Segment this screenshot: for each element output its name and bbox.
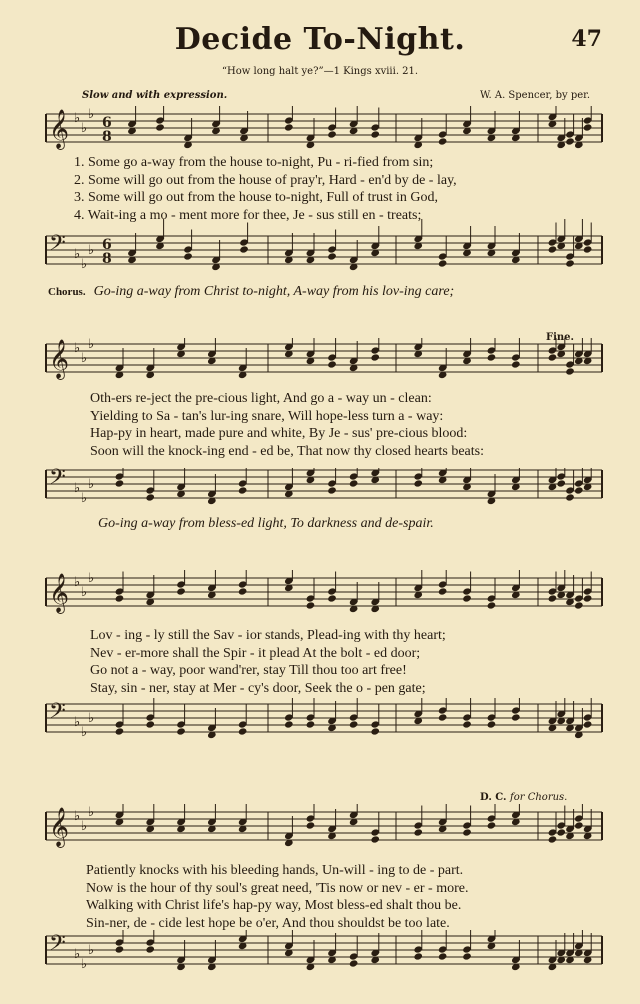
flat-icon: ♭ xyxy=(74,481,81,496)
bass-staff xyxy=(0,698,640,750)
note-head xyxy=(487,821,497,829)
flat-icon: ♭ xyxy=(88,805,95,820)
note-head xyxy=(438,587,448,595)
treble-staff xyxy=(0,338,640,390)
note-head xyxy=(327,360,337,368)
treble-clef-icon: 𝄞 xyxy=(49,807,70,847)
treble-clef-icon: 𝄞 xyxy=(49,573,70,613)
dc-for-label: for Chorus. xyxy=(510,792,568,803)
flat-icon: ♭ xyxy=(74,809,81,824)
note-head xyxy=(462,720,472,728)
hymn-title: Decide To-Night. xyxy=(174,22,466,57)
music-system-1 xyxy=(0,106,640,296)
bass-clef-icon: 𝄢 xyxy=(49,468,66,495)
bass-staff xyxy=(0,106,640,282)
flat-icon: ♭ xyxy=(88,107,95,122)
note-head xyxy=(413,952,423,960)
note-head xyxy=(306,720,316,728)
note-head xyxy=(583,245,593,253)
lyric-line: Go not a - way, poor wand'rer, stay Till thou too art free! xyxy=(90,663,407,678)
flat-icon: ♭ xyxy=(81,585,88,600)
note-head xyxy=(145,945,155,953)
lyric-line: Now is the hour of thy soul's great need, 'Tis now or nev - er - more. xyxy=(86,880,469,896)
note-head xyxy=(115,479,125,487)
note-head xyxy=(238,486,248,494)
note-head xyxy=(574,601,584,609)
chorus-text: Go-ing a-way from bless-ed light, To darkness and de-spair. xyxy=(98,516,434,531)
note-head xyxy=(548,353,558,361)
composer-credit: W. A. Spencer, by per. xyxy=(479,90,590,101)
flat-icon: ♭ xyxy=(74,341,81,356)
flat-icon: ♭ xyxy=(81,725,88,740)
note-head xyxy=(462,594,472,602)
bass-staff xyxy=(0,468,640,516)
verse-block-2 xyxy=(90,390,640,460)
note-head xyxy=(327,486,337,494)
lyric-line: Nev - er-more shall the Spir - it plead At the bolt - ed door; xyxy=(90,645,421,661)
lyric-line: 3. Some will go out from the house to-night, Full of trust in God, xyxy=(74,190,438,205)
time-signature-top: 6 xyxy=(102,115,112,131)
note-head xyxy=(565,493,575,501)
note-head xyxy=(487,720,497,728)
note-head xyxy=(583,720,593,728)
note-head xyxy=(115,945,125,953)
flat-icon: ♭ xyxy=(81,121,88,136)
note-head xyxy=(145,493,155,501)
note-head xyxy=(413,479,423,487)
note-head xyxy=(284,720,294,728)
note-head xyxy=(176,587,186,595)
note-head xyxy=(511,713,521,721)
flat-icon: ♭ xyxy=(74,247,81,262)
note-head xyxy=(327,252,337,260)
chorus-line-2 xyxy=(98,516,434,532)
note-head xyxy=(370,353,380,361)
note-head xyxy=(438,713,448,721)
flat-icon: ♭ xyxy=(88,571,95,586)
flat-icon: ♭ xyxy=(88,943,95,958)
treble-staff xyxy=(0,804,640,858)
note-head xyxy=(239,245,249,253)
lyric-line: 2. Some will go out from the house of pray'r, Hard - en'd by de - lay, xyxy=(74,172,457,188)
fine-mark: Fine. xyxy=(546,332,575,343)
flat-icon: ♭ xyxy=(81,819,88,834)
time-signature-bottom: 8 xyxy=(102,251,112,267)
note-head xyxy=(462,828,472,836)
lyric-line: Sin-ner, de - cide lest hope be o'er, And thou shouldst be too late. xyxy=(86,915,450,931)
music-system-4-bass xyxy=(0,930,640,990)
note-head xyxy=(238,727,248,735)
flat-icon: ♭ xyxy=(88,338,95,352)
note-head xyxy=(370,835,380,843)
note-head xyxy=(583,594,593,602)
note-head xyxy=(565,259,575,267)
chorus-text: Go-ing a-way from Christ to-night, A-way from his lov-ing care; xyxy=(93,284,455,299)
note-head xyxy=(565,367,575,375)
note-head xyxy=(115,594,125,602)
lyric-line: Soon will the knock-ing end - ed be, That now thy closed hearts beats: xyxy=(90,443,484,459)
lyric-line: 1. Some go a-way from the house to-night, Pu - ri-fied from sin; xyxy=(74,155,434,170)
lyric-line: Lov - ing - ly still the Sav - ior stands, Plead-ing with thy heart; xyxy=(90,628,446,643)
lyric-line: Patiently knocks with his bleeding hands, Un-will - ing to de - part. xyxy=(86,863,464,878)
note-head xyxy=(349,720,359,728)
note-head xyxy=(574,821,584,829)
note-head xyxy=(238,587,248,595)
note-head xyxy=(115,727,125,735)
chorus-line-1 xyxy=(48,284,454,300)
flat-icon: ♭ xyxy=(74,575,81,590)
flat-icon: ♭ xyxy=(74,947,81,962)
lyric-line: 4. Wait-ing a mo - ment more for thee, Je - sus still en - treats; xyxy=(74,207,422,223)
verse-block-4 xyxy=(86,862,640,932)
note-head xyxy=(548,594,558,602)
music-system-3-bass xyxy=(0,698,640,758)
note-head xyxy=(511,360,521,368)
note-head xyxy=(556,828,566,836)
note-head xyxy=(370,727,380,735)
lyric-line: Oth-ers re-ject the pre-cious light, And go a - way un - clean: xyxy=(90,391,432,406)
bass-clef-icon: 𝄢 xyxy=(49,931,66,961)
time-signature-top: 6 xyxy=(102,237,112,253)
page-number: 47 xyxy=(571,26,602,52)
flat-icon: ♭ xyxy=(81,957,88,972)
flat-icon: ♭ xyxy=(81,351,88,366)
chorus-label: Chorus. xyxy=(48,286,86,298)
note-head xyxy=(176,727,186,735)
flat-icon: ♭ xyxy=(88,711,95,726)
lyric-line: Hap-py in heart, made pure and white, By Je - sus' pre-cious blood: xyxy=(90,426,468,441)
lyric-line: Walking with Christ life's hap-py way, Most bless-ed shalt thou be. xyxy=(86,898,462,913)
treble-staff xyxy=(0,570,640,624)
flat-icon: ♭ xyxy=(81,257,88,272)
note-head xyxy=(438,259,448,267)
note-head xyxy=(413,828,423,836)
note-head xyxy=(306,601,316,609)
note-head xyxy=(438,952,448,960)
note-head xyxy=(349,479,359,487)
note-head xyxy=(487,353,497,361)
verse-block-3 xyxy=(90,627,640,697)
note-head xyxy=(574,486,584,494)
note-head xyxy=(327,594,337,602)
note-head xyxy=(556,479,566,487)
bass-clef-icon: 𝄢 xyxy=(49,231,66,261)
note-head xyxy=(487,601,497,609)
note-head xyxy=(183,252,193,260)
bass-staff xyxy=(0,930,640,982)
flat-icon: ♭ xyxy=(88,477,95,492)
treble-clef-icon: 𝄞 xyxy=(49,339,70,379)
flat-icon: ♭ xyxy=(74,715,81,730)
note-head xyxy=(306,821,316,829)
dc-mark xyxy=(480,792,567,803)
note-head xyxy=(548,245,558,253)
lyric-line: Stay, sin - ner, stay at Mer - cy's door, Seek the o - pen gate; xyxy=(90,680,426,696)
lyric-line: Yielding to Sa - tan's lur-ing snare, Will hope-less turn a - way: xyxy=(90,408,444,424)
music-system-4 xyxy=(0,804,640,864)
dc-label: D. C. xyxy=(480,792,507,803)
note-head xyxy=(462,952,472,960)
note-head xyxy=(145,720,155,728)
note-head xyxy=(548,835,558,843)
time-signature-bottom: 8 xyxy=(102,129,112,145)
tempo-marking: Slow and with expression. xyxy=(82,90,228,101)
bass-clef-icon: 𝄢 xyxy=(49,699,66,729)
treble-clef-icon: 𝄞 xyxy=(49,109,70,149)
scripture-reference: “How long halt ye?”—1 Kings xviii. 21. xyxy=(221,66,419,77)
music-system-3 xyxy=(0,570,640,630)
flat-icon: ♭ xyxy=(81,491,88,506)
note-head xyxy=(349,959,359,967)
flat-icon: ♭ xyxy=(88,243,95,258)
flat-icon: ♭ xyxy=(74,111,81,126)
